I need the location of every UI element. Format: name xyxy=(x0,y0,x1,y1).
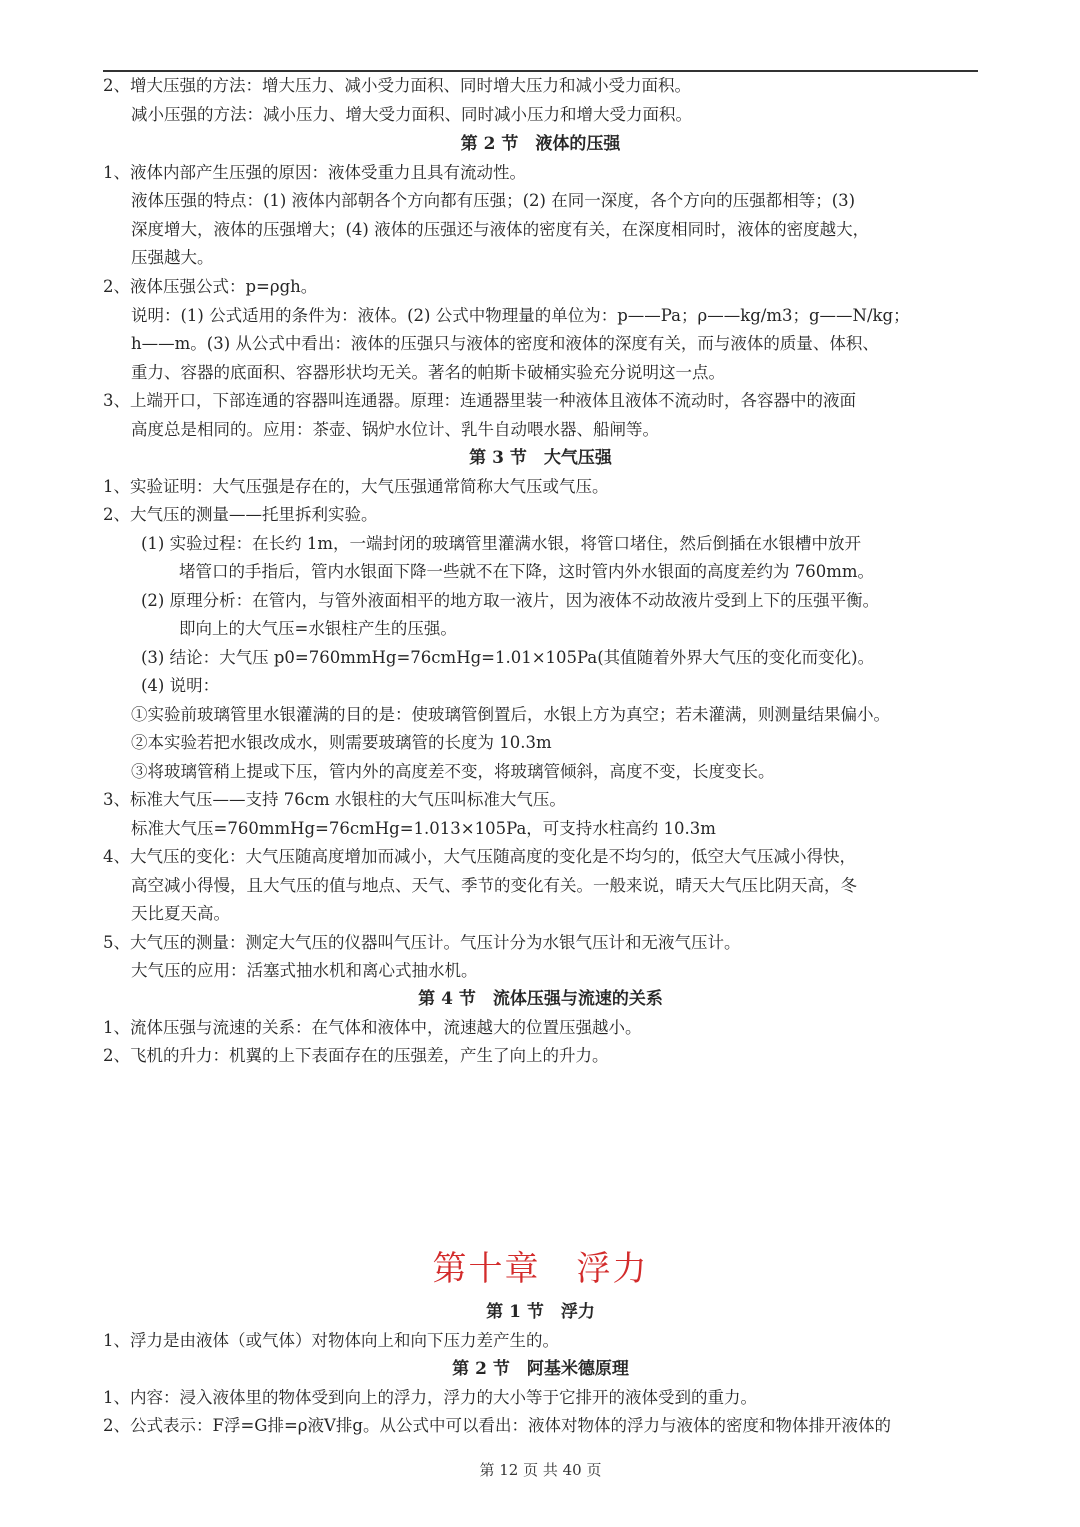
text-line: 1、液体内部产生压强的原因：液体受重力且具有流动性。 xyxy=(103,163,526,182)
text-line: 3、上端开口，下部连通的容器叫连通器。原理：连通器里装一种液体且液体不流动时，各容器中的液面 xyxy=(103,391,856,410)
text-line: 1、实验证明：大气压强是存在的，大气压强通常简称大气压或气压。 xyxy=(103,477,609,496)
text-line: 减小压强的方法：减小压力、增大受力面积、同时减小压力和增大受力面积。 xyxy=(131,105,692,124)
section-heading: 第 1 节 浮力 xyxy=(486,1302,595,1322)
text-line: 说明：(1) 公式适用的条件为：液体。(2) 公式中物理量的单位为：p——Pa；ρ——kg/m3；g——N/kg； xyxy=(131,306,910,325)
text-line: ③将玻璃管稍上提或下压，管内外的高度差不变，将玻璃管倾斜，高度不变，长度变长。 xyxy=(131,762,775,781)
section-heading: 第 4 节 流体压强与流速的关系 xyxy=(418,989,663,1009)
section-heading: 第 2 节 液体的压强 xyxy=(460,134,621,154)
chapter-title: 第十章 浮力 xyxy=(432,1249,649,1289)
text-line: (2) 原理分析：在管内，与管外液面相平的地方取一液片，因为液体不动故液片受到上下的压强平衡。 xyxy=(141,591,880,610)
text-line: 重力、容器的底面积、容器形状均无关。著名的帕斯卡破桶实验充分说明这一点。 xyxy=(131,363,725,382)
text-line: (4) 说明： xyxy=(141,676,220,695)
section-heading: 第 3 节 大气压强 xyxy=(469,448,612,468)
text-line: 1、浮力是由液体（或气体）对物体向上和向下压力差产生的。 xyxy=(103,1331,559,1350)
text-line: (1) 实验过程：在长约 1m，一端封闭的玻璃管里灌满水银，将管口堵住，然后倒插在水银槽中放开 xyxy=(141,534,862,553)
text-line: 5、大气压的测量：测定大气压的仪器叫气压计。气压计分为水银气压计和无液气压计。 xyxy=(103,933,741,952)
text-line: 深度增大，液体的压强增大；(4) 液体的压强还与液体的密度有关，在深度相同时，液体的密度越大， xyxy=(131,220,870,239)
text-line: 标准大气压=760mmHg=76cmHg=1.013×105Pa，可支持水柱高约 10.3m xyxy=(131,819,716,838)
text-line: 堵管口的手指后，管内水银面下降一些就不在下降，这时管内外水银面的高度差约为 760mm。 xyxy=(179,562,875,581)
text-line: 高度总是相同的。应用：茶壶、锅炉水位计、乳牛自动喂水器、船闸等。 xyxy=(131,420,659,439)
text-line: 大气压的应用：活塞式抽水机和离心式抽水机。 xyxy=(131,961,478,980)
text-line: 2、飞机的升力：机翼的上下表面存在的压强差，产生了向上的升力。 xyxy=(103,1046,609,1065)
header-rule xyxy=(103,70,978,72)
text-line: ①实验前玻璃管里水银灌满的目的是：使玻璃管倒置后，水银上方为真空；若未灌满，则测量结果偏小。 xyxy=(131,705,890,724)
text-line: 2、液体压强公式：p=ρgh。 xyxy=(103,277,318,296)
text-line: 2、增大压强的方法：增大压力、减小受力面积、同时增大压力和减小受力面积。 xyxy=(103,76,691,95)
text-line: h——m。(3) 从公式中看出：液体的压强只与液体的密度和液体的深度有关，而与液体的质量、体积、 xyxy=(131,334,879,353)
text-line: 1、内容：浸入液体里的物体受到向上的浮力，浮力的大小等于它排开的液体受到的重力。 xyxy=(103,1388,757,1407)
section-heading: 第 2 节 阿基米德原理 xyxy=(452,1359,629,1379)
text-line: 4、大气压的变化：大气压随高度增加而减小，大气压随高度的变化是不均匀的，低空大气压减小得快， xyxy=(103,847,856,866)
text-line: 高空减小得慢，且大气压的值与地点、天气、季节的变化有关。一般来说，晴天大气压比阴天高，冬 xyxy=(131,876,857,895)
text-line: 1、流体压强与流速的关系：在气体和液体中，流速越大的位置压强越小。 xyxy=(103,1018,642,1037)
text-line: 液体压强的特点：(1) 液体内部朝各个方向都有压强；(2) 在同一深度，各个方向的压强都相等；(3) xyxy=(131,191,856,210)
text-line: 天比夏天高。 xyxy=(131,904,230,923)
text-line: 压强越大。 xyxy=(131,248,214,267)
text-line: 即向上的大气压=水银柱产生的压强。 xyxy=(179,619,457,638)
text-line: 2、公式表示：F浮=G排=ρ液V排g。从公式中可以看出：液体对物体的浮力与液体的密度和物体排开液体的 xyxy=(103,1416,891,1435)
text-line: 3、标准大气压——支持 76cm 水银柱的大气压叫标准大气压。 xyxy=(103,790,566,809)
text-line: 2、大气压的测量——托里拆利实验。 xyxy=(103,505,378,524)
text-line: ②本实验若把水银改成水，则需要玻璃管的长度为 10.3m xyxy=(131,733,552,752)
page-footer: 第 12 页 共 40 页 xyxy=(479,1461,602,1479)
text-line: (3) 结论：大气压 p0=760mmHg=76cmHg=1.01×105Pa(其值随着外界大气压的变化而变化)。 xyxy=(141,648,875,667)
